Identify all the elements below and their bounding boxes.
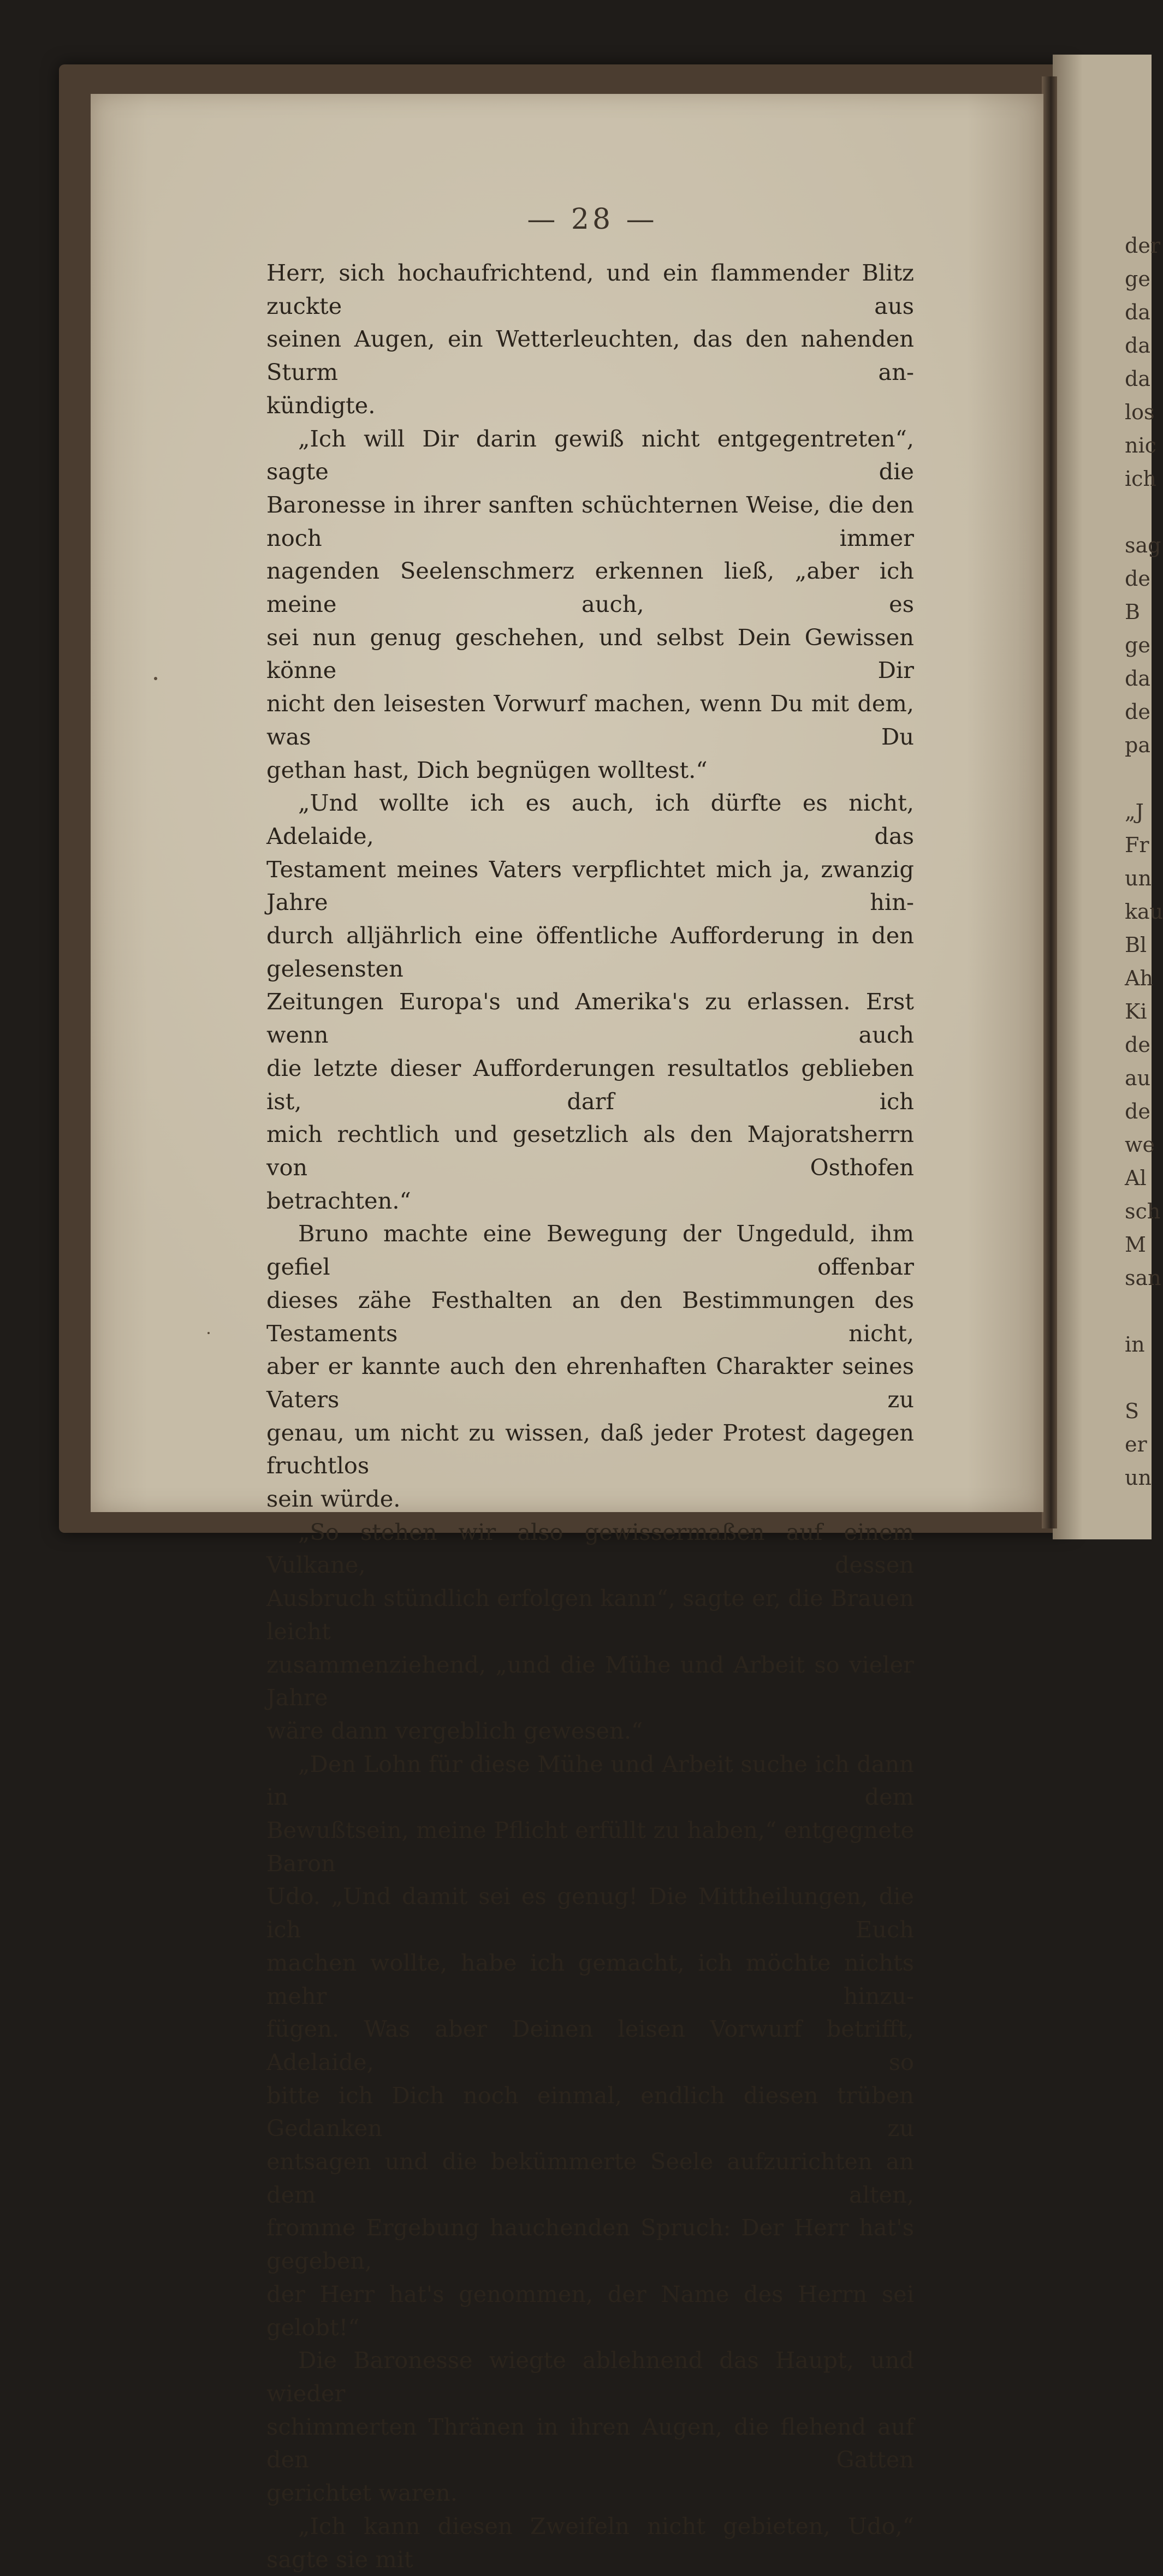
edge-fragment: pa xyxy=(1125,733,1150,757)
edge-fragment: da xyxy=(1125,367,1150,391)
edge-fragment: sag xyxy=(1125,533,1161,557)
text-line: nicht den leisesten Vorwurf machen, wenn Du mit dem, was Du xyxy=(266,690,914,750)
text-line: „Ich will Dir darin gewiß nicht entgegentreten“, sagte die xyxy=(266,425,914,485)
edge-fragment: da xyxy=(1125,334,1150,358)
text-line: „So stehen wir also gewissermaßen auf einem Vulkane, dessen xyxy=(266,1518,914,1579)
text-line: Die Baronesse wiegte ablehnend das Haupt, und wieder xyxy=(266,2347,914,2407)
edge-fragment: Ah xyxy=(1125,966,1153,990)
text-line: Ausbruch stündlich erfolgen kann“, sagte er, die Brauen leicht xyxy=(266,1585,914,1645)
text-line: seinen Augen, ein Wetterleuchten, das den nahenden Sturm an- xyxy=(266,325,914,386)
text-line: Herr, sich hochaufrichtend, und ein flammender Blitz zuckte aus xyxy=(266,259,914,319)
text-line: wäre dann vergeblich gewesen.“ xyxy=(266,1717,643,1744)
edge-fragment: nic xyxy=(1125,433,1156,457)
edge-fragment: de xyxy=(1125,1033,1150,1057)
text-line: entsagen und die bekümmerte Seele aufzurichten an dem alten, xyxy=(266,2148,914,2208)
edge-fragment: de xyxy=(1125,1099,1150,1123)
text-line: die letzte dieser Aufforderungen resultatlos geblieben ist, darf ich xyxy=(266,1054,914,1115)
edge-fragment xyxy=(1125,496,1152,529)
text-line: sei nun genug geschehen, und selbst Dein Gewissen könne Dir xyxy=(266,623,914,684)
edge-fragment: ge xyxy=(1125,267,1150,291)
text-line: mich rechtlich und gesetzlich als den Majoratsherrn von Osthofen xyxy=(266,1121,914,1181)
text-line: kündigte. xyxy=(266,391,376,419)
text-line: gerichtet waren. xyxy=(266,2479,458,2507)
next-page-text-fragments xyxy=(1125,229,1163,1495)
edge-fragment xyxy=(1125,1361,1152,1395)
book-gutter xyxy=(1042,76,1057,1528)
edge-fragment xyxy=(1125,1295,1152,1328)
text-line: „Ich kann diesen Zweifeln nicht gebieten, Udo,“ sagte sie mit xyxy=(266,2512,914,2573)
text-line: genau, um nicht zu wissen, daß jeder Protest dagegen fruchtlos xyxy=(266,1419,914,1479)
edge-fragment: „J xyxy=(1125,800,1144,824)
edge-fragment: der xyxy=(1125,234,1160,258)
text-line: sein würde. xyxy=(266,1485,401,1513)
text-line: nagenden Seelenschmerz erkennen ließ, „aber ich meine auch, es xyxy=(266,557,914,618)
edge-fragment: au xyxy=(1125,1066,1151,1090)
text-line: dieses zähe Festhalten an den Bestimmungen des Testaments nicht, xyxy=(266,1286,914,1347)
edge-fragment: er xyxy=(1125,1432,1147,1456)
edge-fragment: S xyxy=(1125,1399,1140,1423)
edge-fragment: sch xyxy=(1125,1199,1161,1223)
text-line: betrachten.“ xyxy=(266,1187,411,1214)
paper-speck xyxy=(154,677,157,680)
edge-fragment: Al xyxy=(1125,1166,1147,1190)
text-line: Udo. „Und damit sei es genug! Die Mittheilungen, die ich Euch xyxy=(266,1883,914,1943)
page-number: — 28 — xyxy=(527,203,658,236)
edge-fragment: we xyxy=(1125,1133,1155,1157)
edge-fragment: in xyxy=(1125,1332,1145,1357)
edge-fragment: de xyxy=(1125,567,1150,591)
edge-fragment: ge xyxy=(1125,633,1150,657)
edge-fragment: san xyxy=(1125,1266,1161,1290)
text-line: Bewußtsein, meine Pflicht erfüllt zu haben,“ entgegnete Baron xyxy=(266,1817,914,1877)
edge-fragment: kau xyxy=(1125,900,1163,924)
text-line: „Und wollte ich es auch, ich dürfte es nicht, Adelaide, das xyxy=(266,789,914,849)
edge-fragment xyxy=(1125,762,1152,795)
text-line: Zeitungen Europa's und Amerika's zu erlassen. Erst wenn auch xyxy=(266,988,914,1049)
edge-fragment: un xyxy=(1125,866,1152,890)
edge-fragment: Ki xyxy=(1125,1000,1147,1024)
text-line: Testament meines Vaters verpflichtet mich ja, zwanzig Jahre hin- xyxy=(266,855,914,916)
edge-fragment: B xyxy=(1125,600,1140,624)
text-line: machen wollte, habe ich gemacht, ich möchte nichts mehr hinzu- xyxy=(266,1949,914,2009)
text-line: fromme Ergebung hauchenden Spruch: Der Herr hat's gegeben, xyxy=(266,2214,914,2275)
edge-fragment: un xyxy=(1125,1466,1152,1490)
page-text xyxy=(266,257,914,2576)
text-line: fügen. Was aber Deinen leisen Vorwurf betrifft, Adelaide, so xyxy=(266,2015,914,2075)
text-line: gethan hast, Dich begnügen wolltest.“ xyxy=(266,756,708,783)
text-line: durch alljährlich eine öffentliche Aufforderung in den gelesensten xyxy=(266,922,914,982)
edge-fragment: da xyxy=(1125,667,1150,691)
text-line: aber er kannte auch den ehrenhaften Charakter seines Vaters zu xyxy=(266,1353,914,1413)
text-line: bitte ich Dich noch einmal, endlich diesen trüben Gedanken zu xyxy=(266,2081,914,2142)
text-line: Bruno machte eine Bewegung der Ungeduld, ihm gefiel offenbar xyxy=(266,1220,914,1281)
edge-fragment: ich xyxy=(1125,467,1156,491)
edge-fragment: M xyxy=(1125,1233,1146,1257)
edge-fragment: Fr xyxy=(1125,833,1149,857)
edge-fragment: de xyxy=(1125,700,1150,724)
text-line: schimmerten Thränen in ihren Augen, die flehend auf den Gatten xyxy=(266,2413,914,2473)
text-line: „Den Lohn für diese Mühe und Arbeit suche ich dann in dem xyxy=(266,1750,914,1811)
edge-fragment: los xyxy=(1125,400,1155,424)
text-line: der Herr hat's genommen, der Name des Herrn sei gelobt!“ xyxy=(266,2280,914,2341)
edge-fragment: Bl xyxy=(1125,933,1147,957)
text-line: Baronesse in ihrer sanften schüchternen Weise, die den noch immer xyxy=(266,491,914,551)
paper-speck xyxy=(207,1332,210,1334)
text-line: zusammenziehend, „und die Mühe und Arbeit so vieler Jahre xyxy=(266,1651,914,1711)
edge-fragment: da xyxy=(1125,300,1150,324)
